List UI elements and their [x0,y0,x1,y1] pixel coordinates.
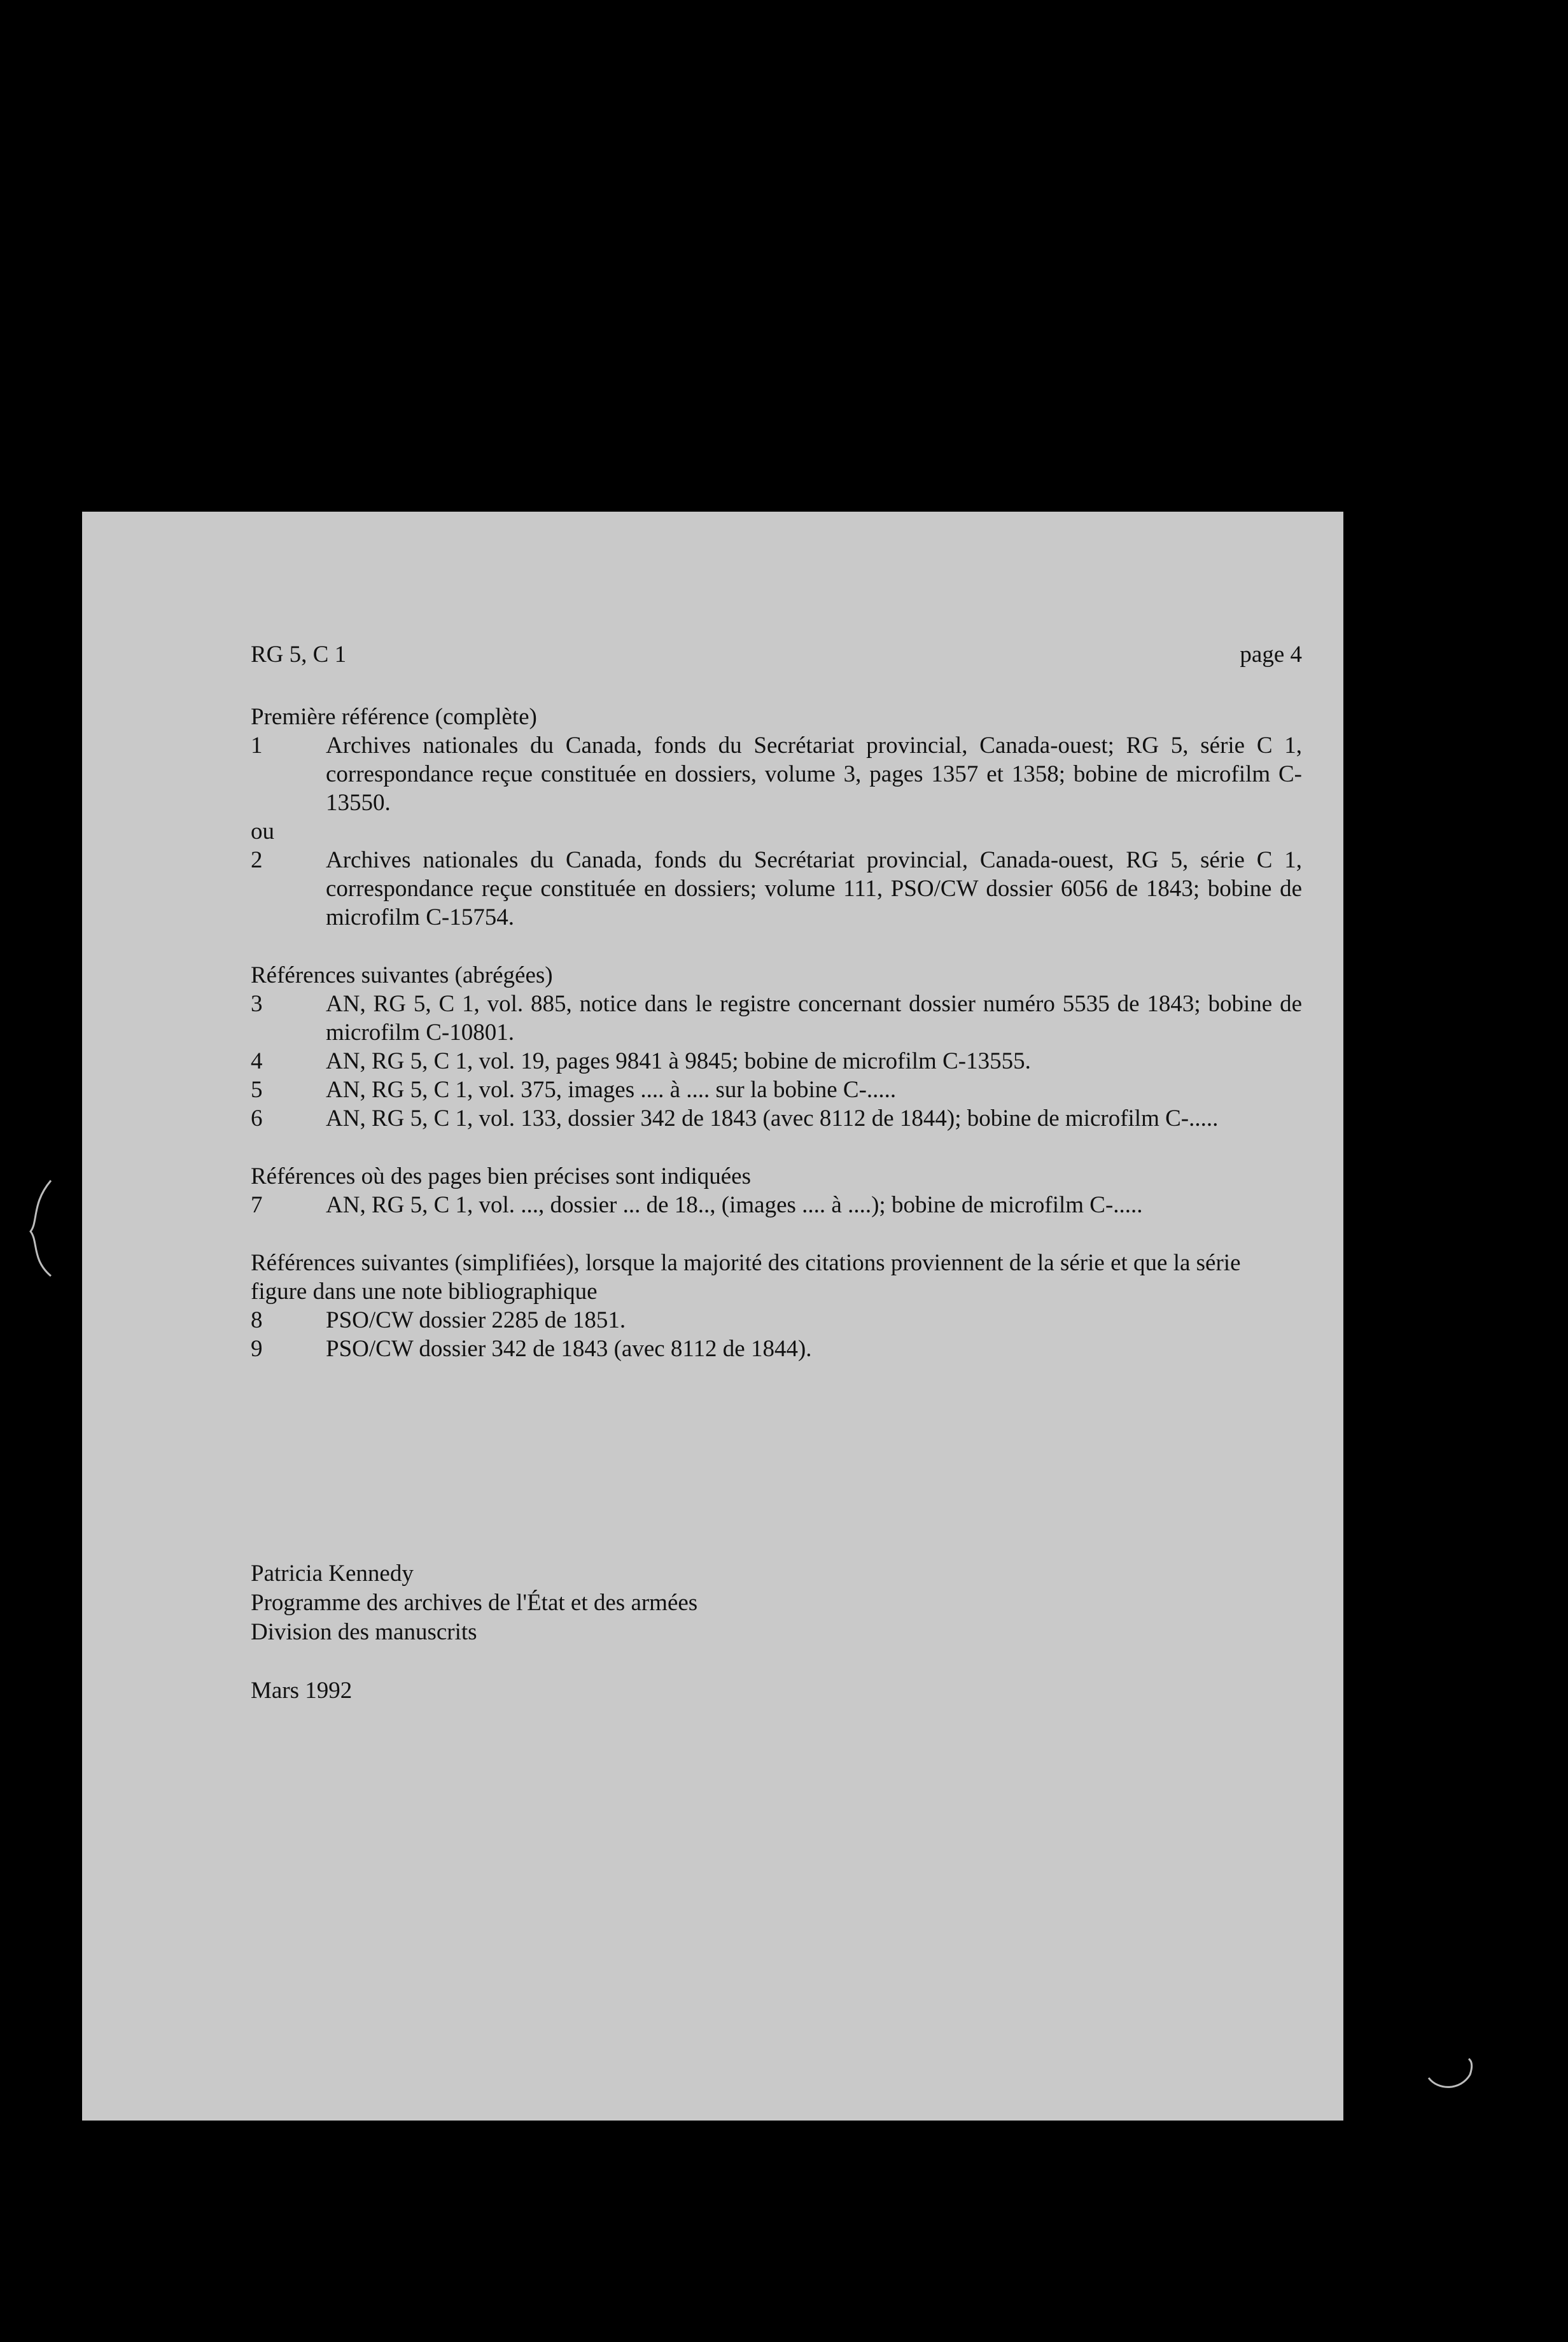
reference-text: AN, RG 5, C 1, vol. ..., dossier ... de 18.., (images .... à ....); bobine de microfilm C-..... [326,1192,1143,1218]
page-number: page 4 [1240,642,1302,668]
reference-number: 7 [251,1192,263,1218]
reference-text: Archives nationales du Canada, fonds du Secrétariat provincial, Canada-ouest; RG 5, série C 1, correspondance reçue constituée en dossiers, volume 3, pages 1357 et 1358; bobine de microfilm C-13550. [326,733,1302,816]
reference-number: 5 [251,1077,263,1103]
reference-number: 3 [251,991,263,1017]
reference-number: 1 [251,733,263,759]
reference-item [251,990,1302,1047]
reference-item [251,1191,1302,1219]
reference-text: AN, RG 5, C 1, vol. 19, pages 9841 à 9845; bobine de microfilm C-13555. [326,1048,1031,1074]
reference-item [251,1306,1302,1335]
reference-item [251,1076,1302,1104]
reference-item [251,1335,1302,1363]
division-name: Division des manuscrits [251,1619,477,1645]
reference-number: 4 [251,1048,263,1074]
reference-item [251,1104,1302,1133]
reference-text: PSO/CW dossier 342 de 1843 (avec 8112 de 1844). [326,1336,812,1362]
reference-number: 2 [251,847,263,873]
document-date: Mars 1992 [251,1678,353,1704]
reference-item [251,846,1302,932]
author-name: Patricia Kennedy [251,1560,414,1587]
reference-number: 9 [251,1336,263,1362]
reference-text: AN, RG 5, C 1, vol. 885, notice dans le registre concernant dossier numéro 5535 de 1843; bobine de microfilm C-10801. [326,991,1302,1046]
section-specific-pages [251,1162,1302,1219]
connector-word: ou [251,818,274,845]
section-full-reference [251,703,1302,932]
fonds-reference: RG 5, C 1 [251,642,347,668]
reference-text: AN, RG 5, C 1, vol. 133, dossier 342 de 1843 (avec 8112 de 1844); bobine de microfilm C-..... [326,1105,1219,1132]
reference-item [251,1047,1302,1076]
reference-text: AN, RG 5, C 1, vol. 375, images .... à .... sur la bobine C-..... [326,1077,897,1103]
reference-item [251,731,1302,817]
section-title: Première référence (complète) [251,704,537,730]
margin-bracket-mark [25,1177,64,1279]
section-abridged-references [251,961,1302,1133]
section-title: Références suivantes (simplifiées), lorsque la majorité des citations proviennent de la série et que la série figure dans une note bibliographique [251,1250,1241,1305]
reference-text: Archives nationales du Canada, fonds du Secrétariat provincial, Canada-ouest, RG 5, série C 1, correspondance reçue constituée en dossiers; volume 111, PSO/CW dossier 6056 de 1843; bobine de microfilm C-15754. [326,847,1302,930]
section-title: Références suivantes (abrégées) [251,962,553,988]
program-name: Programme des archives de l'État et des armées [251,1590,698,1616]
section-simplified-references [251,1249,1302,1363]
reference-number: 6 [251,1105,263,1132]
reference-text: PSO/CW dossier 2285 de 1851. [326,1307,626,1333]
corner-scribble-mark [1425,2056,1483,2094]
signature-block [251,1559,697,1706]
document-body [251,703,1302,1363]
document-page [82,512,1343,2121]
reference-number: 8 [251,1307,263,1333]
section-title: Références où des pages bien précises sont indiquées [251,1163,751,1189]
